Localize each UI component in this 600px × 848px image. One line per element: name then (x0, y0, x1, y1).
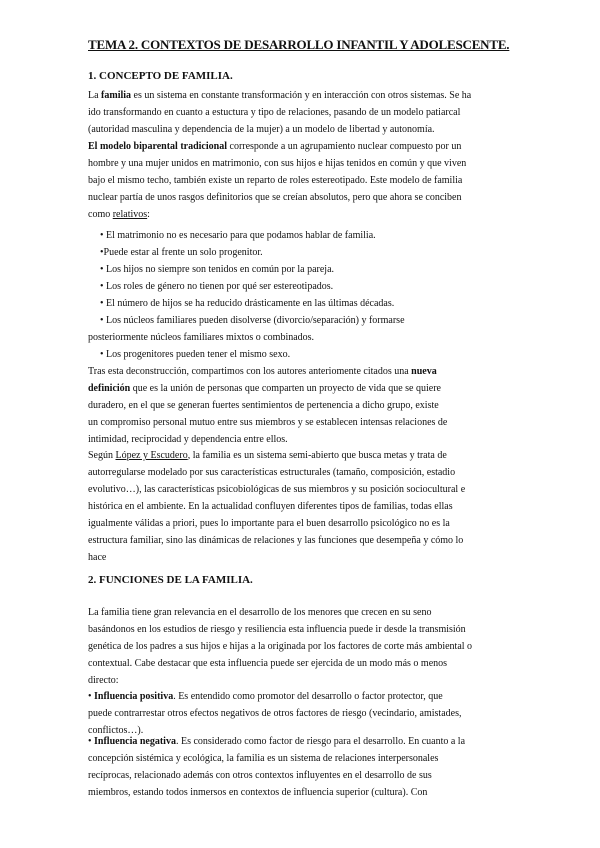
bold-term: Influencia negativa (94, 736, 176, 747)
text-line: intimidad, reciprocidad y dependencia entre ellos. (88, 434, 288, 445)
bold-term: Influencia positiva (94, 691, 174, 702)
text-line: hace (88, 552, 107, 563)
text-line: ido transformando en cuanto a estuctura y tipo de relaciones, pasando de un modelo patiarcal (88, 107, 461, 118)
text-line: un compromiso personal mutuo entre sus miembros y se establecen intensas relaciones de (88, 417, 448, 428)
section-1-paragraph-1 (88, 87, 518, 138)
section-2-paragraph-3 (88, 733, 518, 801)
text-line: nuclear partía de unos rasgos definitorios que se creían absolutos, pero que ahora se conciben (88, 192, 462, 203)
section-1-paragraph-2 (88, 138, 518, 223)
text-line: (autoridad masculina y dependencia de la mujer) a un modelo de libertad y autonomía. (88, 124, 435, 135)
list-item: • Los progenitores pueden tener el mismo sexo. (100, 349, 291, 360)
text-line: • Influencia positiva. Es entendido como promotor del desarrollo o factor protector, que (88, 691, 443, 702)
section-1-heading: 1. CONCEPTO DE FAMILIA. (88, 70, 233, 82)
text-line: miembros, estando todos inmersos en contextos de influencia superior (cultura). Con (88, 787, 428, 798)
section-2-paragraph-2 (88, 688, 518, 739)
text-line: evolutivo…), las características psicobiológicas de sus miembros y su posición sociocultural e (88, 484, 466, 495)
text-line: contextual. Cabe destacar que esta influencia puede ser ejercida de un modo más o menos (88, 658, 448, 669)
bold-term: El modelo biparental tradicional (88, 141, 227, 152)
text-line: autorregularse modelado por sus características estructurales (tamaño, composición, estadio (88, 467, 456, 478)
list-item: • Los roles de género no tienen por qué ser estereotipados. (100, 281, 334, 292)
section-1-paragraph-4 (88, 447, 518, 566)
text-line: estructura familiar, sino las dinámicas de relaciones y las funciones que desempeña y cómo lo (88, 535, 464, 546)
list-item: • El número de hijos se ha reducido drásticamente en las últimas décadas. (100, 298, 395, 309)
section-2-heading: 2. FUNCIONES DE LA FAMILIA. (88, 574, 253, 586)
bold-term: familia (101, 90, 132, 101)
text-line: concepción sistémica y ecológica, la familia es un sistema de relaciones interpersonales (88, 753, 439, 764)
list-item-continuation: posteriormente núcleos familiares mixtos o combinados. (88, 332, 315, 343)
list-item: • El matrimonio no es necesario para que podamos hablar de familia. (100, 230, 376, 241)
text-line: bajo el mismo techo, también existe un reparto de roles estereotipado. Este modelo de familia (88, 175, 463, 186)
text-line: definición que es la unión de personas que comparten un proyecto de vida que se quiere (88, 383, 441, 394)
text-line: igualmente válidas a priori, pues lo importante para el buen desarrollo psicológico no es la (88, 518, 450, 529)
text-line: La familia tiene gran relevancia en el desarrollo de los menores que crecen en su seno (88, 607, 432, 618)
underlined-term: relativos (112, 209, 148, 220)
bold-term: nueva (411, 366, 437, 377)
list-item: •Puede estar al frente un solo progenitor. (100, 247, 263, 258)
text-line: hombre y una mujer unidos en matrimonio, con sus hijos e hijas tenidos en común y que viven (88, 158, 467, 169)
list-item: • Los núcleos familiares pueden disolverse (divorcio/separación) y formarse (100, 315, 405, 326)
bold-term: definición (88, 383, 131, 394)
text-line: La familia es un sistema en constante transformación y en interacción con otros sistemas. Se ha (88, 90, 472, 101)
text-line: basándonos en los estudios de riesgo y resiliencia esta influencia puede ir desde la transmisión (88, 624, 466, 635)
section-2-paragraph-1 (88, 604, 518, 689)
text-line: • Influencia negativa. Es considerado como factor de riesgo para el desarrollo. En cuanto a la (88, 736, 466, 747)
text-line: recíprocas, relacionado además con otros contextos influyentes en el desarrollo de sus (88, 770, 432, 781)
text-line: puede contrarrestar otros efectos negativos de otros factores de riesgo (vecindario, amistades, (88, 708, 462, 719)
text-line: duradero, en el que se generan fuertes sentimientos de pertenencia a dicho grupo, existe (88, 400, 439, 411)
section-1-paragraph-3 (88, 363, 518, 448)
text-line: directo: (88, 675, 119, 686)
document-title: TEMA 2. CONTEXTOS DE DESARROLLO INFANTIL Y ADOLESCENTE. (88, 37, 510, 52)
text-line: como relativos: (88, 209, 150, 220)
text-line: conflictos…). (88, 725, 144, 736)
text-line: Según López y Escudero, la familia es un sistema semi-abierto que busca metas y trata de (88, 450, 447, 461)
text-line: El modelo biparental tradicional corresponde a un agrupamiento nuclear compuesto por un (88, 141, 462, 152)
list-item: • Los hijos no siempre son tenidos en común por la pareja. (100, 264, 335, 275)
text-line: genética de los padres a sus hijos e hijas a la originada por los factores de corte más ambiental o (88, 641, 473, 652)
text-line: Tras esta deconstrucción, compartimos con los autores anteriomente citados una nueva (88, 366, 437, 377)
bullet-list (88, 227, 520, 363)
text-line: histórica en el ambiente. En la actualidad confluyen diferentes tipos de familias, todas ellas (88, 501, 453, 512)
underlined-authors: López y Escudero (115, 450, 188, 461)
